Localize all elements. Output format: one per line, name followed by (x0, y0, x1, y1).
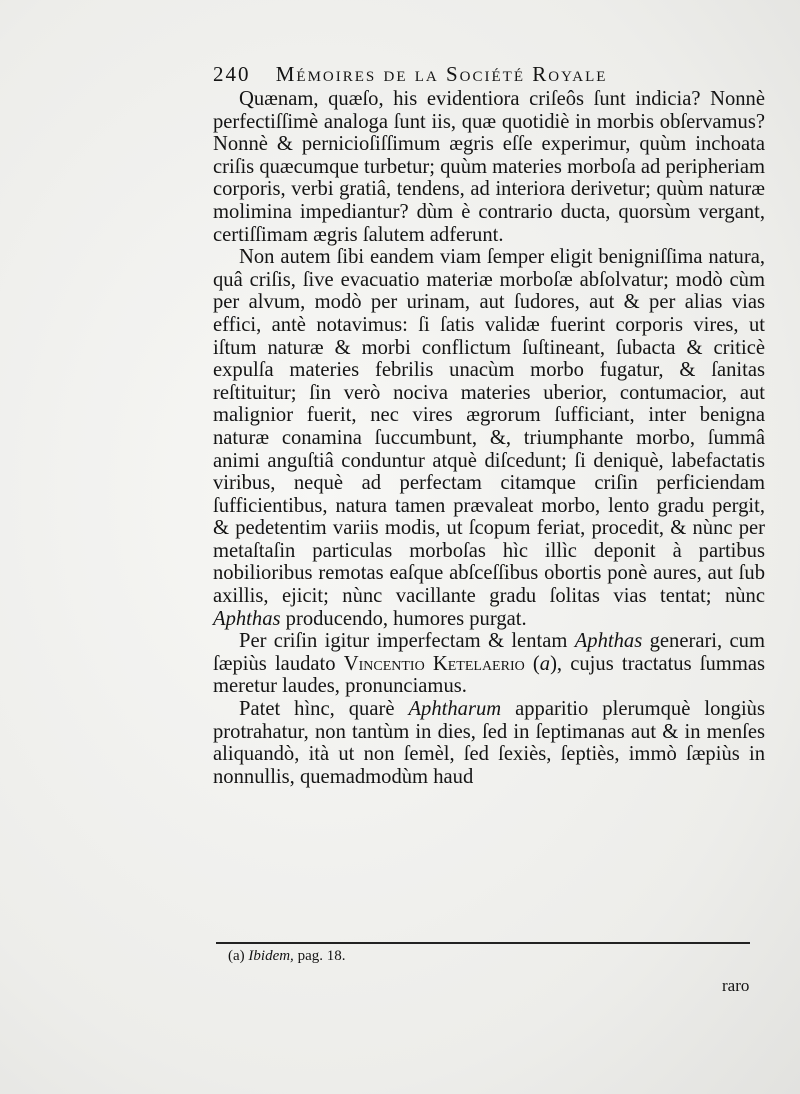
text-segment: producendo, humores purgat. (280, 607, 527, 630)
footnote-rule (216, 942, 750, 944)
footnote-mark: (a) (228, 948, 245, 964)
footnote (228, 948, 345, 965)
running-header (213, 62, 773, 87)
text-segment: apparitio plerumquè longiùs protrahatur, non tantùm in dies, ſed in ſeptimanas aut & in menſes aliquandò, ità ut non ſemèl, ſed ſexiès, ſeptiès, immò ſæpiùs in nonnullis, quemadmodùm haud (213, 698, 765, 788)
running-title: Mémoires de la Société Royale (275, 62, 608, 86)
catchword: raro (722, 976, 750, 995)
text-segment: ), cujus tractatus ſummas meretur laudes, pronunciamus. (213, 652, 765, 698)
text-segment: ( (524, 652, 540, 675)
author-name: Vincentio Ketelaerio (343, 652, 525, 675)
text-segment: Non autem ſibi eandem viam ſemper eligit benigniſſima natura, quâ criſis, ſive evacuatio materiæ morboſæ abſolvatur; modò cùm per alvum, modò per urinam, aut ſudores, aut & per alias vias effici, antè notavimus: ſi ſatis validæ fuerint corporis vires, ut iſtum naturæ & morbi conflictum ſuſtineant, ſubacta & criticè expulſa materies febrilis unacùm morbo fugatur, & ſanitas reſtituitur; ſin verò nociva materies uberior, contumacior, aut malignior fuerit, nec vires ægrorum ſufficiant, inter benigna naturæ conamina ſuccumbunt, &, triumphante morbo, ſummâ animi anguſtiâ conduntur atquè diſcedunt; ſi deniquè, labefactatis viribus, nequè ad perfectam citamque criſin perficiendam ſufficientibus, natura tamen prævaleat morbo, lento gradu pergit, & pedetentim variis modis, ut ſcopum feriat, procedit, & nùnc per metaſtaſin particulas morboſas hìc illìc deponit à partibus nobilioribus remotas eaſque abſceſſibus obortis ponè aures, aut ſub axillis, ejicit; nùnc vacillante gradu ſolitas vias tentat; nùnc (213, 246, 765, 608)
text-segment: generari, cum ſæpiùs laudato (213, 630, 765, 675)
text-segment: Patet hìnc, quarè (239, 698, 409, 721)
footnote-source: Ibidem, (248, 948, 294, 964)
page-number: 240 (213, 62, 251, 86)
italic-term: Aphthas (574, 630, 643, 653)
italic-term: Aphthas (213, 607, 281, 630)
paragraph (213, 246, 765, 630)
footnote-ref: pag. 18. (297, 948, 346, 964)
body-text (213, 88, 765, 788)
italic-term: Aphtharum (408, 698, 502, 721)
italic-term: a (539, 652, 551, 675)
text-segment: Per criſin igitur imperfectam & lentam (239, 630, 575, 653)
paragraph (213, 88, 765, 246)
paragraph (213, 698, 765, 788)
text-segment: Quænam, quæſo, his evidentiora criſeôs ſunt indicia? Nonnè perfectiſſimè analoga ſunt iis, quæ quotidiè in morbis obſervamus? Nonnè & pernicioſiſſimum ægris eſſe experimur, quùm inchoata criſis quæcumque turbetur; quùm materies morboſa ad peripheriam corporis, verbi gratiâ, tendens, ad interiora derivetur; quùm naturæ molimina impediantur? dùm è contrario ducta, quorsùm vergant, certiſſimam ægris ſalutem adferunt. (213, 88, 765, 246)
paragraph (213, 630, 765, 698)
